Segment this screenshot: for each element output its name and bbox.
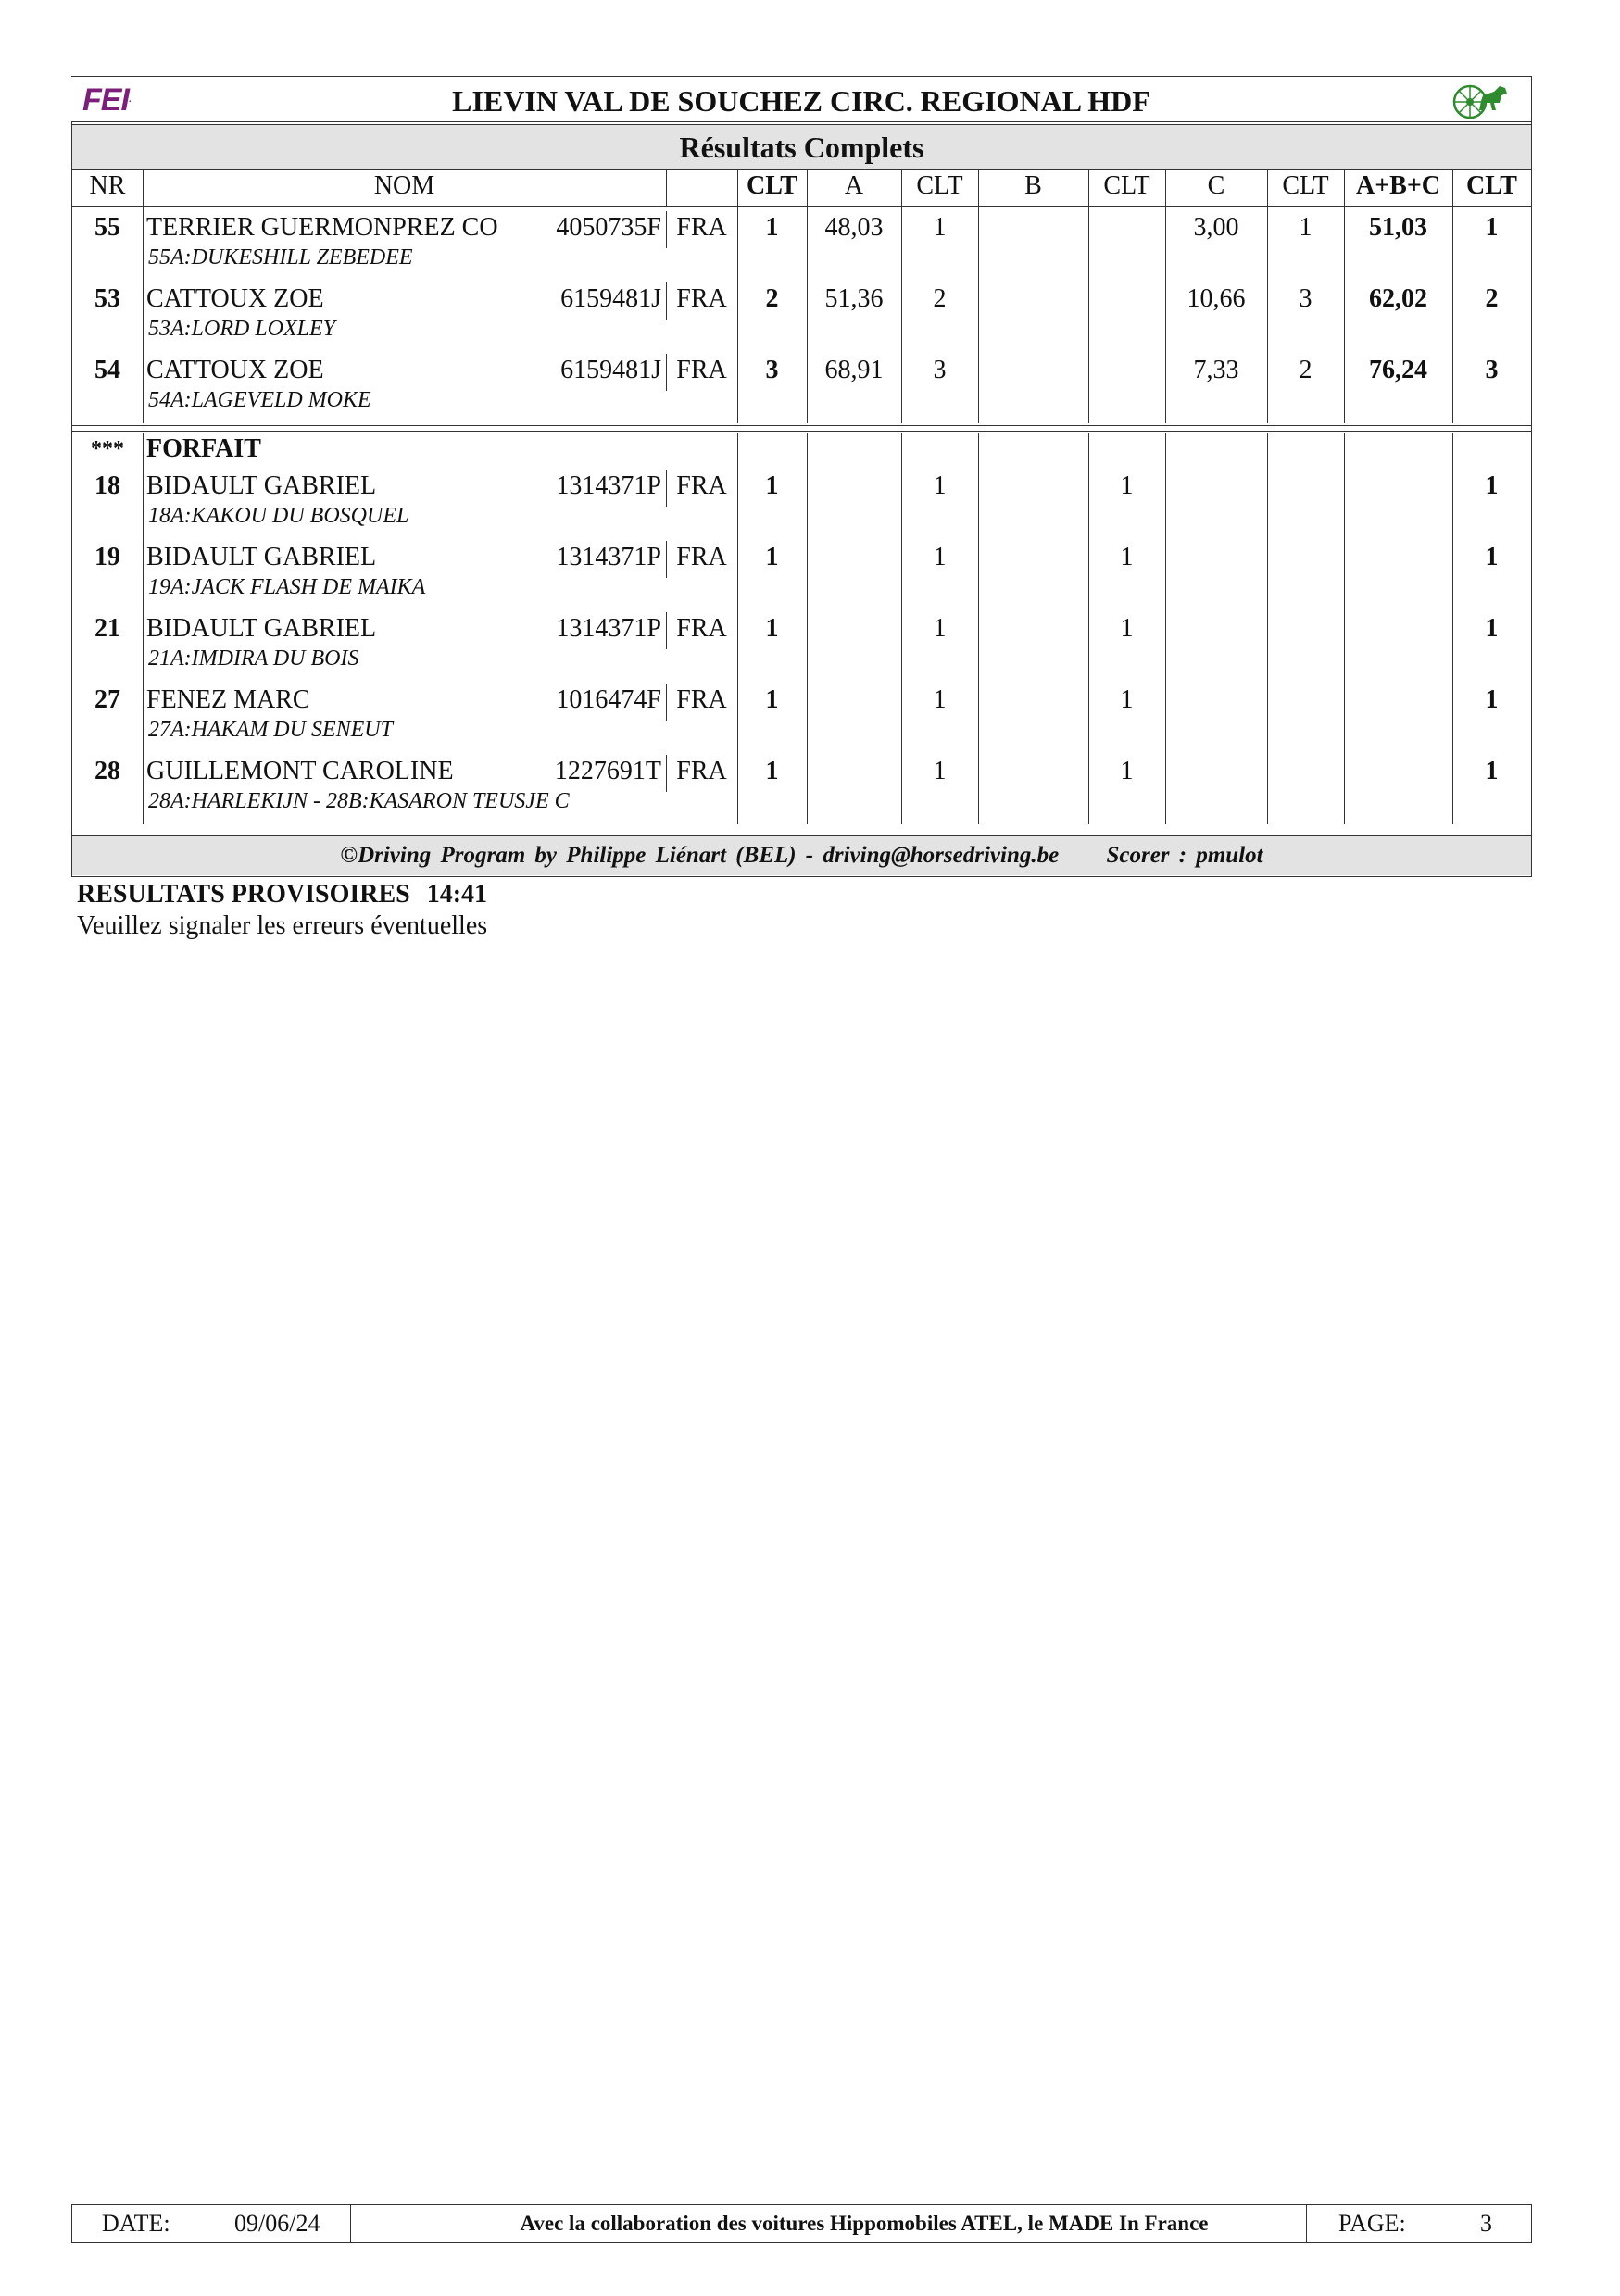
results-subtitle: Résultats Complets (679, 131, 924, 164)
forfait-row-nr: 27 (94, 685, 120, 714)
collaboration-text: Avec la collaboration des voitures Hippomobiles ATEL, le MADE In France (520, 2212, 1209, 2235)
result-row-c: 3,00 (1193, 213, 1239, 242)
forfait-row-rider-name: BIDAULT GABRIEL (146, 471, 377, 500)
forfait-row-clt_total: 1 (1485, 614, 1499, 643)
result-row-nr: 53 (94, 284, 120, 313)
forfait-row-rider-name: GUILLEMONT CAROLINE (146, 757, 454, 785)
column-divider (1267, 206, 1268, 423)
result-row-clt_a: 3 (933, 356, 947, 384)
forfait-row-clt_b: 1 (1120, 543, 1134, 571)
forfait-row-clt_total: 1 (1485, 685, 1499, 714)
result-row-rider-name: TERRIER GUERMONPREZ CO (146, 213, 498, 242)
provisional-results: RESULTATS PROVISOIRES 14:41 (77, 880, 488, 909)
column-divider (143, 433, 144, 824)
date-label: DATE: (102, 2210, 170, 2237)
column-divider (1165, 206, 1166, 423)
column-header: NR (89, 171, 126, 200)
column-divider (1452, 206, 1453, 423)
horse-carriage-icon (1451, 79, 1511, 121)
result-row-horse-name: 53A:LORD LOXLEY (148, 317, 336, 341)
forfait-row-licence: 1314371P (556, 471, 661, 500)
result-row-clt_c: 3 (1299, 284, 1312, 313)
column-divider (1088, 433, 1089, 824)
forfait-row-rider-name: BIDAULT GABRIEL (146, 543, 377, 571)
result-row-horse-name: 54A:LAGEVELD MOKE (148, 388, 371, 412)
result-row-a: 48,03 (824, 213, 884, 242)
result-row-rider-name: CATTOUX ZOE (146, 356, 324, 384)
column-divider (737, 433, 738, 824)
column-divider (1165, 433, 1166, 824)
column-divider (737, 206, 738, 423)
column-divider (978, 433, 979, 824)
forfait-row-clt_a: 1 (933, 685, 947, 714)
result-row-nat: FRA (676, 284, 727, 313)
forfait-row-licence: 1016474F (556, 685, 661, 714)
result-row-clt_a: 2 (933, 284, 947, 313)
forfait-row-horse-name: 28A:HARLEKIJN - 28B:KASARON TEUSJE C (148, 789, 570, 813)
result-row-clt_a: 1 (933, 213, 947, 242)
forfait-row-horse-name: 19A:JACK FLASH DE MAIKA (148, 575, 426, 599)
provisional-time: 14:41 (426, 880, 488, 909)
result-row-clt_total: 2 (1485, 284, 1499, 313)
result-row-clt: 1 (765, 213, 779, 242)
error-notice: Veuillez signaler les erreurs éventuelles (77, 911, 488, 940)
forfait-row-nat: FRA (676, 614, 727, 643)
column-header: CLT (1282, 171, 1329, 200)
section-divider (72, 425, 1531, 426)
result-row-nat: FRA (676, 213, 727, 242)
forfait-row-horse-name: 27A:HAKAM DU SENEUT (148, 718, 393, 742)
column-divider (1088, 170, 1089, 206)
page-label: PAGE: (1338, 2210, 1406, 2237)
result-row-total: 51,03 (1369, 213, 1427, 242)
column-header: A (844, 171, 864, 200)
column-divider (1165, 170, 1166, 206)
column-divider (143, 206, 144, 423)
column-divider (1267, 170, 1268, 206)
event-title: LIEVIN VAL DE SOUCHEZ CIRC. REGIONAL HDF (452, 84, 1150, 118)
column-divider (807, 206, 808, 423)
date-value: 09/06/24 (234, 2210, 320, 2237)
column-divider (978, 206, 979, 423)
column-divider (1344, 206, 1345, 423)
column-header: CLT (1103, 171, 1150, 200)
column-divider (1088, 206, 1089, 423)
forfait-row-horse-name: 21A:IMDIRA DU BOIS (148, 646, 359, 671)
page-header (71, 76, 1532, 122)
forfait-row-nat: FRA (676, 757, 727, 785)
column-divider (901, 433, 902, 824)
column-header: CLT (1465, 171, 1517, 200)
forfait-row-horse-name: 18A:KAKOU DU BOSQUEL (148, 504, 409, 528)
forfait-row-nr: 18 (94, 471, 120, 500)
column-header: NOM (373, 171, 435, 200)
result-row-horse-name: 55A:DUKESHILL ZEBEDEE (148, 245, 413, 270)
column-divider (737, 170, 738, 206)
forfait-row-clt: 1 (765, 685, 779, 714)
column-divider (1344, 433, 1345, 824)
credit-bar (72, 835, 1531, 875)
page-number: 3 (1480, 2210, 1492, 2237)
forfait-row-clt_b: 1 (1120, 471, 1134, 500)
result-row-licence: 6159481J (560, 356, 661, 384)
column-divider (143, 170, 144, 206)
column-header: A+B+C (1355, 171, 1441, 200)
column-divider (807, 433, 808, 824)
forfait-row-clt_a: 1 (933, 543, 947, 571)
forfait-row-clt: 1 (765, 757, 779, 785)
result-row-clt_total: 3 (1485, 356, 1499, 384)
column-divider (1344, 170, 1345, 206)
forfait-row-clt_total: 1 (1485, 757, 1499, 785)
forfait-row-licence: 1227691T (554, 757, 661, 785)
result-row-clt: 3 (765, 356, 779, 384)
result-row-clt_c: 2 (1299, 356, 1312, 384)
column-divider (1452, 170, 1453, 206)
column-divider (901, 206, 902, 423)
result-row-clt_total: 1 (1485, 213, 1499, 242)
subtitle-bar (72, 124, 1531, 170)
forfait-row-clt_b: 1 (1120, 685, 1134, 714)
forfait-marker: *** (91, 437, 124, 461)
forfait-row-clt_b: 1 (1120, 757, 1134, 785)
scorer-text: Scorer : pmulot (1106, 843, 1263, 868)
forfait-row-clt: 1 (765, 543, 779, 571)
forfait-row-rider-name: BIDAULT GABRIEL (146, 614, 377, 643)
forfait-row-clt_a: 1 (933, 757, 947, 785)
forfait-row-rider-name: FENEZ MARC (146, 685, 310, 714)
result-row-clt: 2 (765, 284, 779, 313)
forfait-row-clt_b: 1 (1120, 614, 1134, 643)
column-divider (807, 170, 808, 206)
result-row-c: 10,66 (1187, 284, 1246, 313)
forfait-row-nat: FRA (676, 543, 727, 571)
page-footer (71, 2204, 1532, 2243)
column-divider (1267, 433, 1268, 824)
forfait-row-nat: FRA (676, 685, 727, 714)
result-row-nr: 54 (94, 356, 120, 384)
result-row-licence: 6159481J (560, 284, 661, 313)
result-row-a: 51,36 (824, 284, 884, 313)
section-divider (72, 431, 1531, 432)
header-divider (72, 206, 1531, 207)
result-row-a: 68,91 (824, 356, 884, 384)
fei-logo: FEI. (82, 82, 131, 118)
result-row-rider-name: CATTOUX ZOE (146, 284, 324, 313)
result-row-licence: 4050735F (556, 213, 661, 242)
result-row-total: 76,24 (1369, 356, 1427, 384)
column-header: B (1024, 171, 1042, 200)
column-header: CLT (746, 171, 797, 200)
forfait-row-clt_a: 1 (933, 614, 947, 643)
forfait-row-clt: 1 (765, 471, 779, 500)
forfait-row-licence: 1314371P (556, 614, 661, 643)
forfait-row-licence: 1314371P (556, 543, 661, 571)
forfait-row-nat: FRA (676, 471, 727, 500)
column-divider (1452, 433, 1453, 824)
column-divider (901, 170, 902, 206)
result-row-total: 62,02 (1369, 284, 1427, 313)
forfait-row-nr: 28 (94, 757, 120, 785)
column-header: C (1207, 171, 1225, 200)
result-row-c: 7,33 (1193, 356, 1239, 384)
forfait-row-clt_a: 1 (933, 471, 947, 500)
column-divider (666, 170, 667, 206)
result-row-clt_c: 1 (1299, 213, 1312, 242)
forfait-row-clt_total: 1 (1485, 543, 1499, 571)
column-header: CLT (916, 171, 963, 200)
result-row-nr: 55 (94, 213, 120, 242)
results-table (71, 122, 1532, 877)
forfait-label: FORFAIT (146, 434, 261, 463)
column-divider (978, 170, 979, 206)
result-row-nat: FRA (676, 356, 727, 384)
forfait-row-nr: 21 (94, 614, 120, 643)
credit-text: ©Driving Program by Philippe Liénart (BEL) - driving@horsedriving.be Scorer : pmulot (340, 843, 1263, 868)
forfait-row-nr: 19 (94, 543, 120, 571)
forfait-row-clt: 1 (765, 614, 779, 643)
forfait-row-clt_total: 1 (1485, 471, 1499, 500)
